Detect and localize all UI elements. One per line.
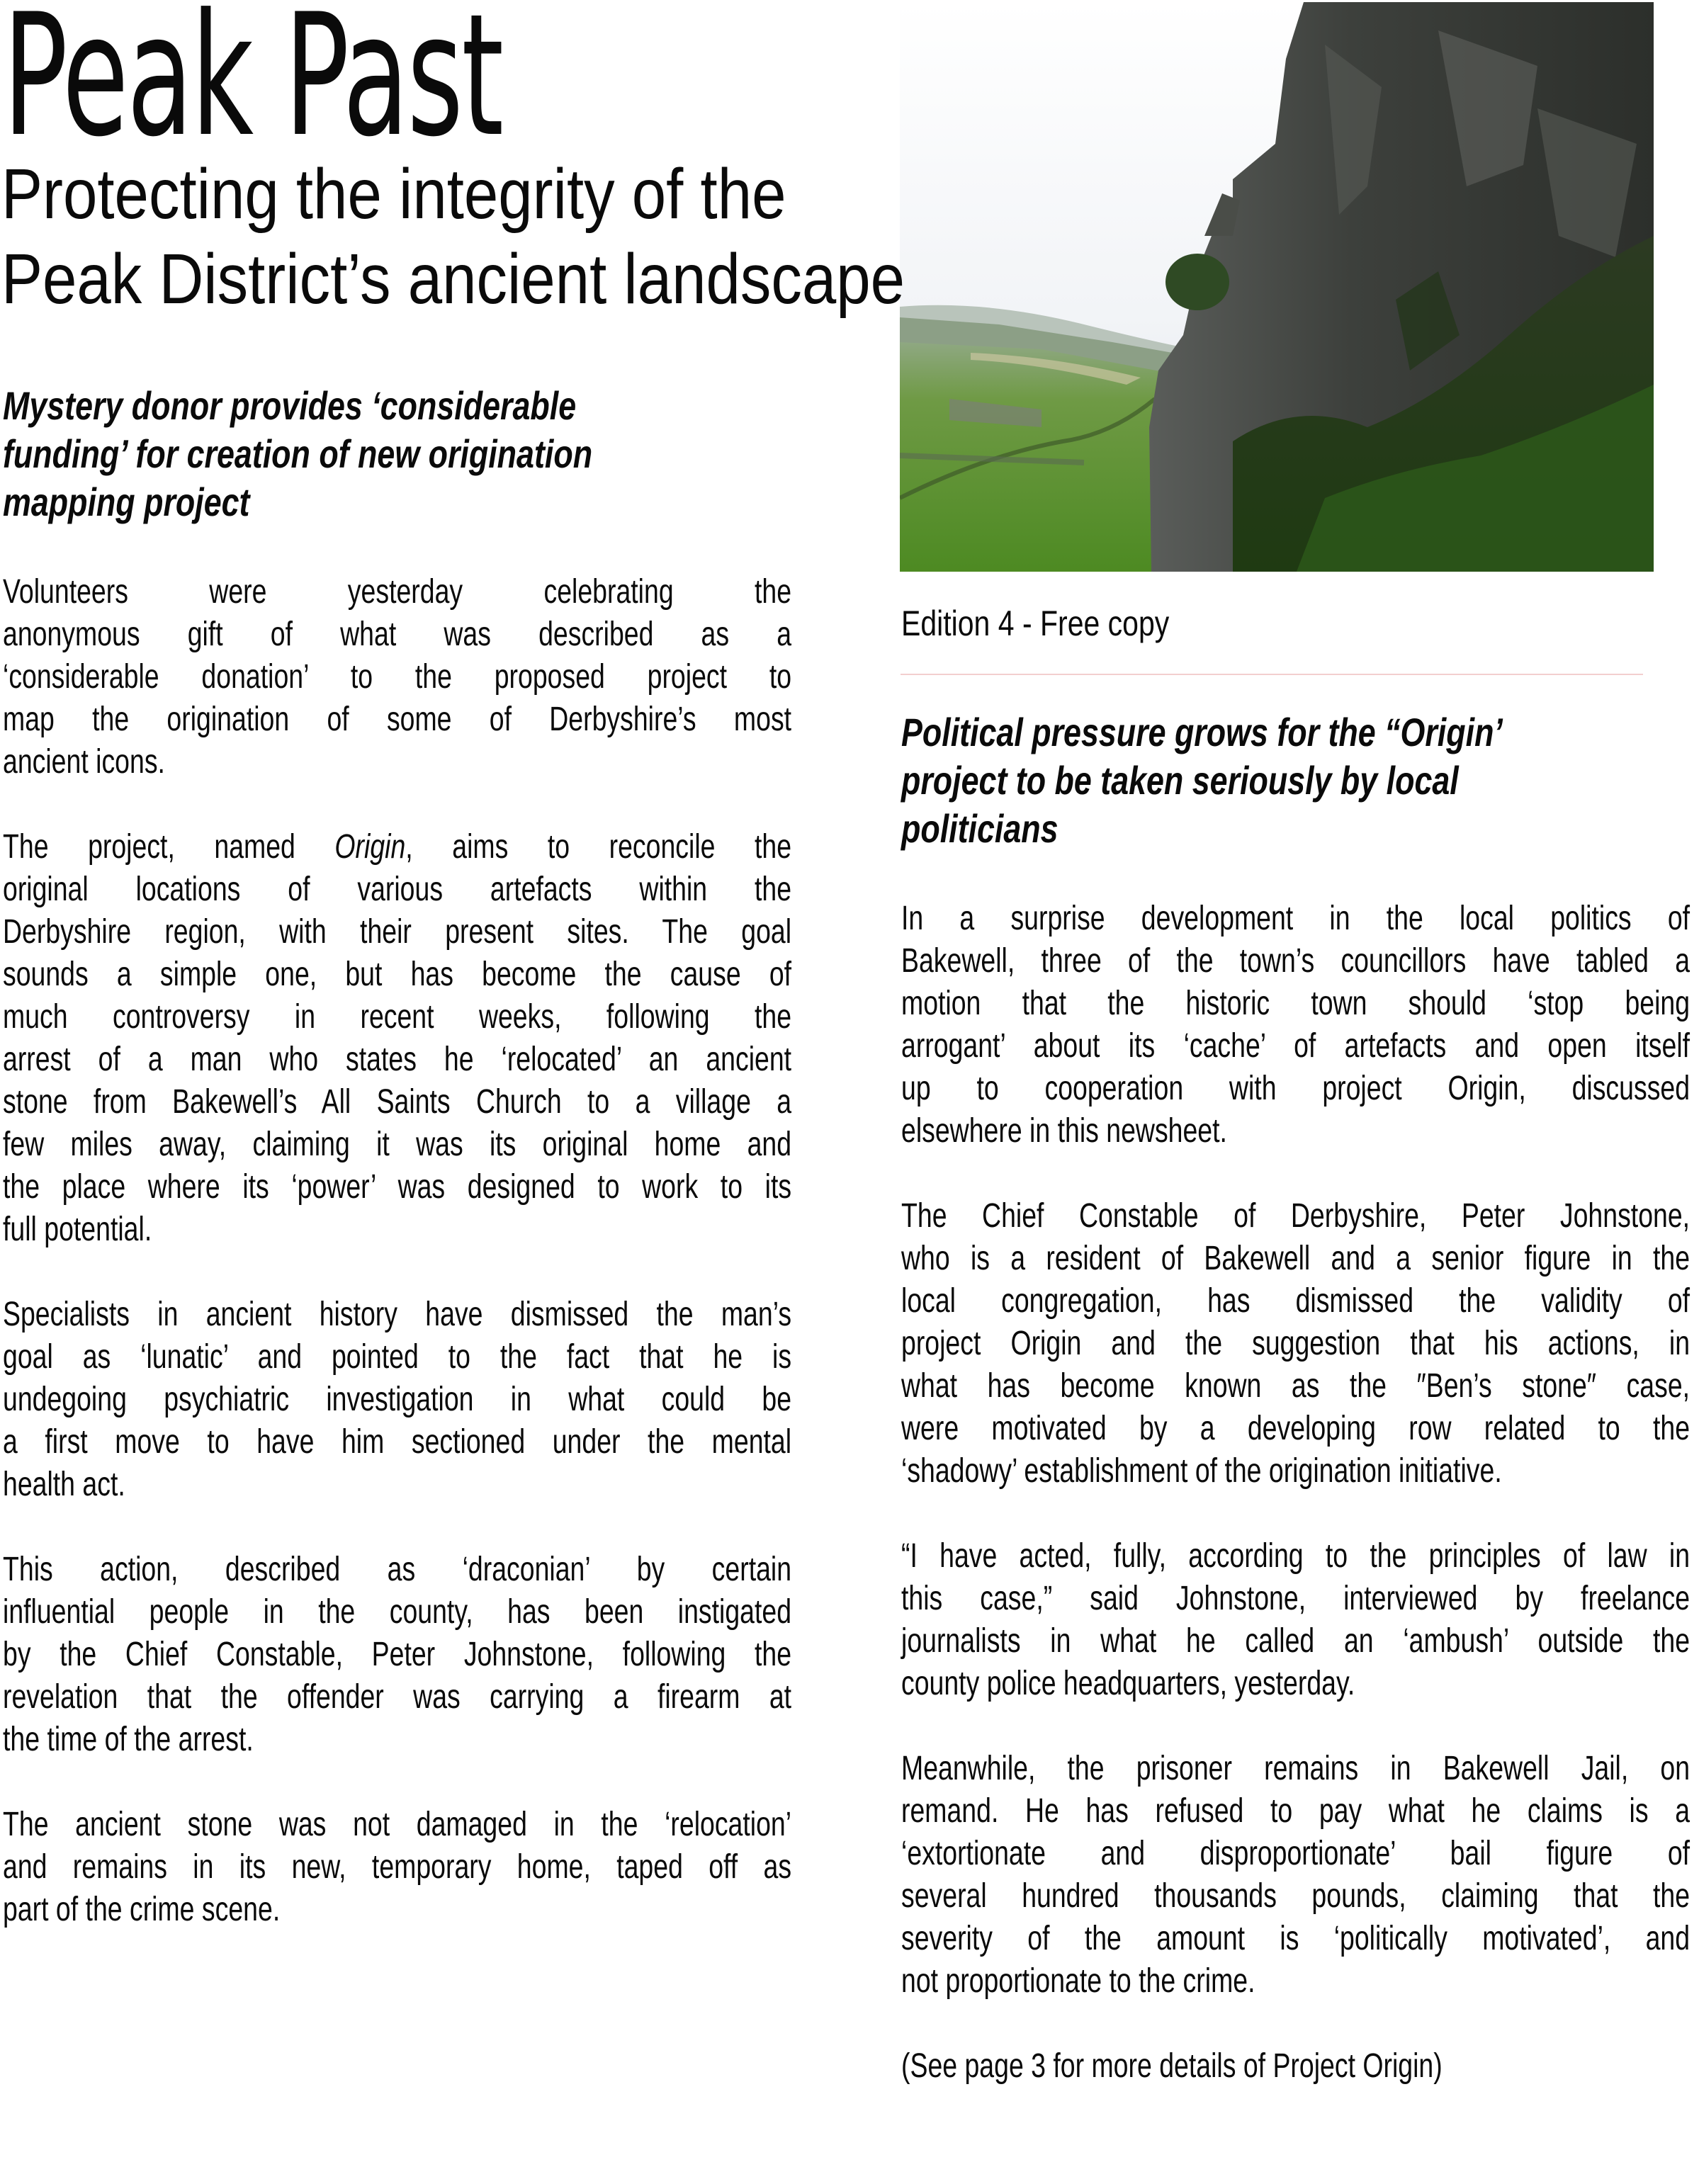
text-line: elsewhere in this newsheet. [901, 1112, 1227, 1150]
text-line: the place where its ‘power’ was designed to work to its [3, 1168, 792, 1206]
text-line: several hundred thousands pounds, claiming that the [901, 1877, 1690, 1915]
text-line: remand. He has refused to pay what he claims is a [901, 1792, 1690, 1830]
paragraph [901, 2045, 1690, 2088]
text-line: The project, named Origin, aims to reconcile the [3, 828, 792, 866]
paragraph [3, 571, 791, 783]
divider [901, 674, 1643, 675]
headline-line: politicians [901, 806, 1059, 851]
right-article-body [901, 898, 1690, 2130]
text-line: by the Chief Constable, Peter Johnstone, following the [3, 1636, 792, 1673]
emphasis: Origin [334, 828, 406, 866]
text-line: full potential. [3, 1211, 152, 1248]
cover-photo [900, 2, 1654, 572]
paragraph [901, 898, 1690, 1153]
paragraph [3, 826, 791, 1251]
paragraph [901, 1535, 1690, 1705]
text-line: stone from Bakewell’s All Saints Church to a village a [3, 1083, 792, 1121]
text-line: goal as ‘lunatic’ and pointed to the fact that he is [3, 1338, 792, 1376]
text-line: county police headquarters, yesterday. [901, 1665, 1355, 1702]
right-article-headline [901, 708, 1503, 853]
text-line: not proportionate to the crime. [901, 1962, 1255, 2000]
text-line: ancient icons. [3, 743, 165, 781]
text-line: anonymous gift of what was described as a [3, 616, 792, 653]
subtitle-line: Protecting the integrity of the [1, 154, 786, 234]
text-line: journalists in what he called an ‘ambush’ outside the [901, 1622, 1690, 1660]
edition-label: Edition 4 - Free copy [901, 604, 1170, 643]
text-line: severity of the amount is ‘politically motivated’, and [901, 1920, 1690, 1957]
text-line: (See page 3 for more details of Project Origin) [901, 2047, 1443, 2085]
text-line: the time of the arrest. [3, 1721, 254, 1758]
text-line: The ancient stone was not damaged in the ‘relocation’ [3, 1806, 792, 1843]
paragraph [3, 1549, 791, 1761]
text-line: part of the crime scene. [3, 1891, 281, 1928]
text-line: Bakewell, three of the town’s councillors have tabled a [901, 942, 1690, 980]
landscape-photo [900, 2, 1654, 572]
text-line: a first move to have him sectioned under the mental [3, 1423, 792, 1461]
text-line: health act. [3, 1466, 125, 1503]
text-line: influential people in the county, has been instigated [3, 1593, 792, 1631]
headline-line: Political pressure grows for the “Origin’ [901, 710, 1503, 754]
left-article-body [3, 571, 791, 1974]
paragraph [901, 1195, 1690, 1493]
text-line: revelation that the offender was carrying a firearm at [3, 1678, 792, 1716]
paragraph [3, 1804, 791, 1931]
subtitle-line: Peak District’s ancient landscape [1, 239, 905, 319]
text-line: were motivated by a developing row related to the [901, 1410, 1690, 1447]
text-line: Volunteers were yesterday celebrating the [3, 573, 792, 611]
text-line: this case,” said Johnstone, interviewed by freelance [901, 1580, 1690, 1617]
paragraph [901, 1748, 1690, 2003]
text-line: Derbyshire region, with their present sites. The goal [3, 913, 792, 951]
left-article-headline [3, 382, 592, 526]
text-line: Specialists in ancient history have dismissed the man’s [3, 1296, 792, 1333]
text-line: “I have acted, fully, according to the principles of law in [901, 1537, 1690, 1575]
text-line: arrogant’ about its ‘cache’ of artefacts and open itself [901, 1027, 1690, 1065]
text-line: much controversy in recent weeks, following the [3, 998, 792, 1036]
text-line: sounds a simple one, but has become the cause of [3, 956, 792, 993]
text-line: up to cooperation with project Origin, discussed [901, 1070, 1690, 1107]
text-line: ‘considerable donation’ to the proposed project to [3, 658, 792, 696]
text-line: few miles away, claiming it was its original home and [3, 1126, 792, 1163]
text-line: Meanwhile, the prisoner remains in Bakewell Jail, on [901, 1750, 1690, 1787]
headline-line: project to be taken seriously by local [901, 758, 1459, 803]
headline-line: mapping project [3, 480, 250, 524]
text-line: map the origination of some of Derbyshire’s most [3, 701, 792, 738]
masthead-subtitle [1, 152, 905, 322]
text-line: undegoing psychiatric investigation in what could be [3, 1381, 792, 1418]
text-line: The Chief Constable of Derbyshire, Peter Johnstone, [901, 1197, 1690, 1235]
masthead-title: Peak Past [3, 0, 502, 174]
text-line: ‘shadowy’ establishment of the origination initiative. [901, 1452, 1502, 1490]
text-line: who is a resident of Bakewell and a senior figure in the [901, 1240, 1690, 1277]
text-line: In a surprise development in the local politics of [901, 900, 1690, 937]
text-line: arrest of a man who states he ‘relocated’ an ancient [3, 1041, 792, 1078]
headline-line: funding’ for creation of new origination [3, 431, 593, 476]
text-line: what has become known as the ″Ben’s stone″ case, [901, 1367, 1690, 1405]
text-line: project Origin and the suggestion that his actions, in [901, 1325, 1690, 1362]
text-line: and remains in its new, temporary home, taped off as [3, 1848, 792, 1886]
text-line: ‘extortionate and disproportionate’ bail figure of [901, 1835, 1690, 1872]
text-line: motion that the historic town should ‘stop being [901, 985, 1690, 1022]
headline-line: Mystery donor provides ‘considerable [3, 383, 577, 428]
paragraph [3, 1294, 791, 1506]
text-line: local congregation, has dismissed the validity of [901, 1282, 1690, 1320]
text-line: original locations of various artefacts within the [3, 871, 792, 908]
text-line: This action, described as ‘draconian’ by certain [3, 1551, 792, 1588]
